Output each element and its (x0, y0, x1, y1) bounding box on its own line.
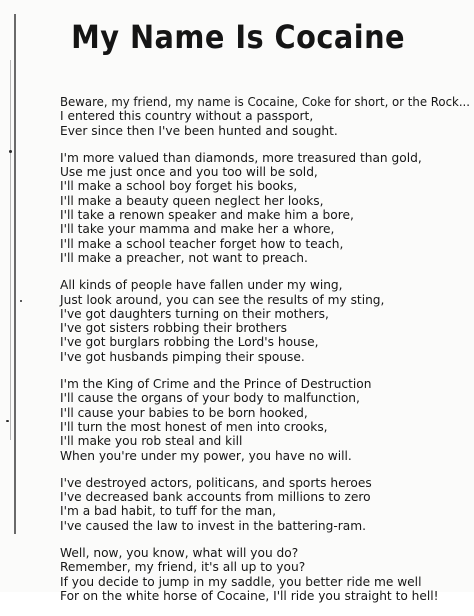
poem-line: For on the white horse of Cocaine, I'll ride you straight to hell! (60, 588, 439, 603)
poem-line: I entered this country without a passport, (60, 109, 314, 124)
poem-line: Remember, my friend, it's all up to you? (60, 560, 306, 575)
poem-line: Use me just once and you too will be sold, (60, 165, 318, 180)
left-margin-rule (14, 14, 16, 534)
poem-line: If you decide to jump in my saddle, you better ride me well (60, 574, 422, 589)
stanza-4 (60, 377, 472, 463)
poem-line: I'll take your mamma and make her a whore, (60, 222, 335, 237)
stanza-6 (60, 546, 472, 603)
poem-line: I've decreased bank accounts from millions to zero (60, 490, 371, 505)
poem-line: I'll turn the most honest of men into crooks, (60, 419, 328, 434)
poem-line: I've caused the law to invest in the battering-ram. (60, 518, 366, 533)
poem-line: I'm more valued than diamonds, more treasured than gold, (60, 150, 422, 165)
poem-line: I've got sisters robbing their brothers (60, 321, 287, 336)
poem-line: I'll cause the organs of your body to malfunction, (60, 391, 360, 406)
scan-speck (6, 420, 9, 422)
left-margin-shadow (10, 60, 11, 440)
poem-line: I'll make a school teacher forget how to teach, (60, 236, 344, 251)
stanza-1 (60, 95, 472, 138)
poem-line: I'll make a beauty queen neglect her looks, (60, 193, 324, 208)
stanza-2 (60, 151, 472, 265)
poem-line: I've got daughters turning on their mothers, (60, 306, 329, 321)
poem-line: I'll make a school boy forget his books, (60, 179, 298, 194)
poem-line: I've got husbands pimping their spouse. (60, 349, 305, 364)
poem-line: I'll cause your babies to be born hooked, (60, 405, 308, 420)
scan-speck (9, 150, 12, 153)
poem-line: I've destroyed actors, politicans, and sports heroes (60, 475, 372, 490)
poem-line: I'm a bad habit, to tuff for the man, (60, 504, 277, 519)
poem-line: Ever since then I've been hunted and sought. (60, 123, 338, 138)
poem-line: I'll make you rob steal and kill (60, 434, 243, 449)
poem-line: I've got burglars robbing the Lord's house, (60, 335, 319, 350)
poem-body (60, 95, 472, 616)
poem-line: I'm the King of Crime and the Prince of Destruction (60, 377, 372, 392)
poem-line: Just look around, you can see the results of my sting, (60, 292, 385, 307)
poem-line: When you're under my power, you have no will. (60, 448, 352, 463)
poem-line: Well, now, you know, what will you do? (60, 546, 299, 561)
scan-speck (20, 300, 22, 302)
poem-line: I'll make a preacher, not want to preach. (60, 250, 308, 265)
poem-line: I'll take a renown speaker and make him a bore, (60, 208, 354, 223)
poem-title: My Name Is Cocaine (71, 18, 406, 56)
stanza-5 (60, 476, 472, 533)
poem-line: All kinds of people have fallen under my wing, (60, 278, 343, 293)
stanza-3 (60, 278, 472, 364)
poem-line: Beware, my friend, my name is Cocaine, Coke for short, or the Rock... (60, 95, 471, 109)
